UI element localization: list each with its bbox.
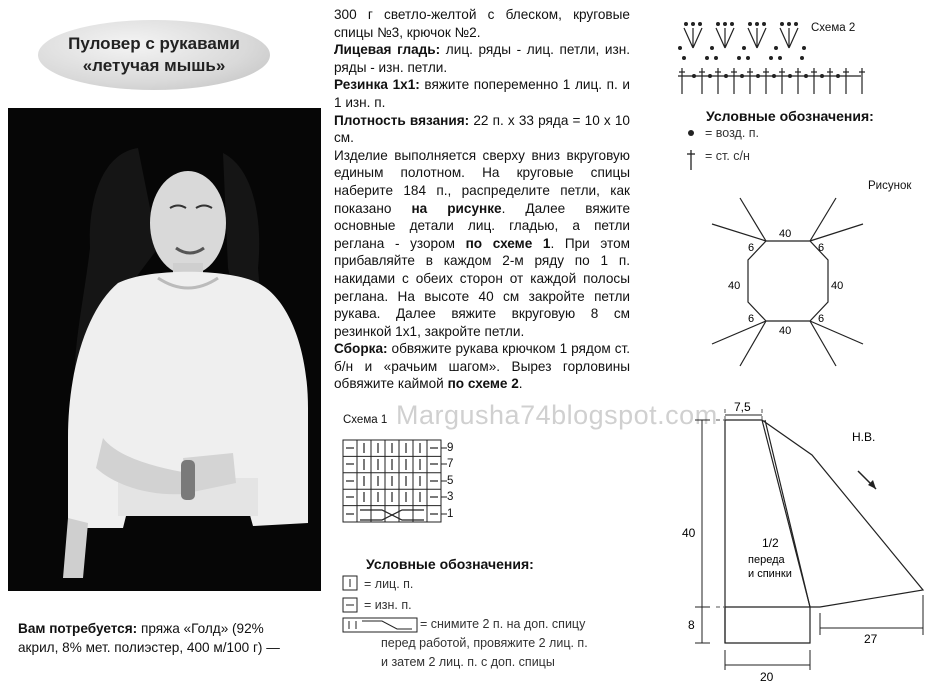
legend-cable-line3: и затем 2 лиц. п. с доп. спицы: [381, 655, 555, 669]
label-bl: 6: [748, 313, 755, 325]
row-number-1: 1: [447, 508, 454, 520]
instruction-gauge: Плотность вязания: 22 п. х 33 ряда = 10 х 10 см.: [334, 112, 630, 146]
scheme1-chart: [340, 436, 460, 528]
label-tr: 6: [818, 242, 825, 254]
scheme1-title: Схема 1: [343, 414, 388, 426]
materials-text2: акрил, 8% мет. полиэстер, 400 м/100 г) —: [18, 640, 280, 655]
label-tl: 6: [748, 242, 755, 254]
row-number-3: 3: [447, 491, 454, 503]
dim-bottom-width: 20: [760, 670, 774, 684]
row-number-5: 5: [447, 475, 454, 487]
scheme2-legend-symbols: [684, 126, 700, 172]
instruction-stockinette: Лицевая гладь: лиц. ряды - лиц. петли, изн. ряды - изн. петли.: [334, 42, 630, 75]
legend-dc: = ст. с/н: [705, 149, 750, 163]
watermark: Margusha74blogspot.com: [396, 400, 718, 430]
dim-hem: 8: [688, 618, 695, 632]
pattern-piece: [680, 395, 935, 690]
materials-label: Вам потребуется:: [18, 621, 138, 636]
title-line2: «летучая мышь»: [82, 56, 226, 75]
piece-label-2: переда: [748, 554, 785, 566]
body-paragraph: Изделие выполняется сверху вниз вкруговую единым полотном. На круговые спицы наберите 184 п., распределите петли, как показано на рисунке. Далее вяжите основные детали лиц. гладью, а петли реглана - узором по схеме 1. При этом прибавляйте в каждом 2-м ряду по 1 п. накидами с обеих сторон от каждой полосы реглана. На высоте 40 см закройте петли рукава. Далее вяжите вкруговую 8 см резинкой 1х1, закройте петли.: [334, 147, 631, 339]
piece-label-3: и спинки: [748, 568, 792, 580]
assembly-paragraph: Сборка: обвяжите рукава крючком 1 рядом ст. б/н и «рачьим шагом». Вырез горловины обвяжите каймой по схеме 2.: [334, 341, 630, 392]
title-line1: Пуловер с рукавами: [68, 34, 240, 53]
model-photo: [8, 108, 321, 591]
direction-label: Н.В.: [852, 430, 876, 444]
materials-text1: пряжа «Голд» (92%: [137, 621, 264, 636]
instructions-column: [334, 6, 630, 393]
label-br: 6: [818, 313, 825, 325]
dim-sleeve: 27: [864, 632, 878, 646]
title-badge: [38, 20, 270, 90]
legend-knit: = лиц. п.: [364, 577, 414, 591]
scheme2-title: Схема 2: [811, 22, 856, 34]
row-number-7: 7: [447, 458, 454, 470]
label-left: 40: [728, 280, 741, 292]
figure-title: Рисунок: [868, 180, 912, 192]
legend-cable-line1: = снимите 2 п. на доп. спицу: [420, 617, 586, 631]
legend-chain: = возд. п.: [705, 126, 760, 140]
label-top: 40: [779, 228, 792, 240]
label-bottom: 40: [779, 325, 792, 337]
piece-label-1: 1/2: [762, 536, 779, 550]
raglan-diagram: [708, 196, 868, 368]
materials-continued: 300 г светло-желтой с блеском, круговые спицы №3, крючок №2.: [334, 7, 630, 40]
row-number-9: 9: [447, 442, 454, 454]
scheme2-legend-title: Условные обозначения:: [706, 108, 874, 124]
legend-cable-line2: перед работой, провяжите 2 лиц. п.: [381, 636, 588, 650]
scheme1-legend-title: Условные обозначения:: [366, 556, 534, 572]
dim-top-width: 7,5: [734, 400, 751, 414]
dim-height: 40: [682, 526, 696, 540]
model-illustration: [8, 108, 321, 591]
materials-text: [18, 619, 310, 657]
instruction-rib: Резинка 1х1: вяжите попеременно 1 лиц. п. и 1 изн. п.: [334, 77, 630, 110]
label-right: 40: [831, 280, 844, 292]
scheme2-chart: [676, 18, 876, 98]
legend-purl: = изн. п.: [364, 598, 412, 612]
